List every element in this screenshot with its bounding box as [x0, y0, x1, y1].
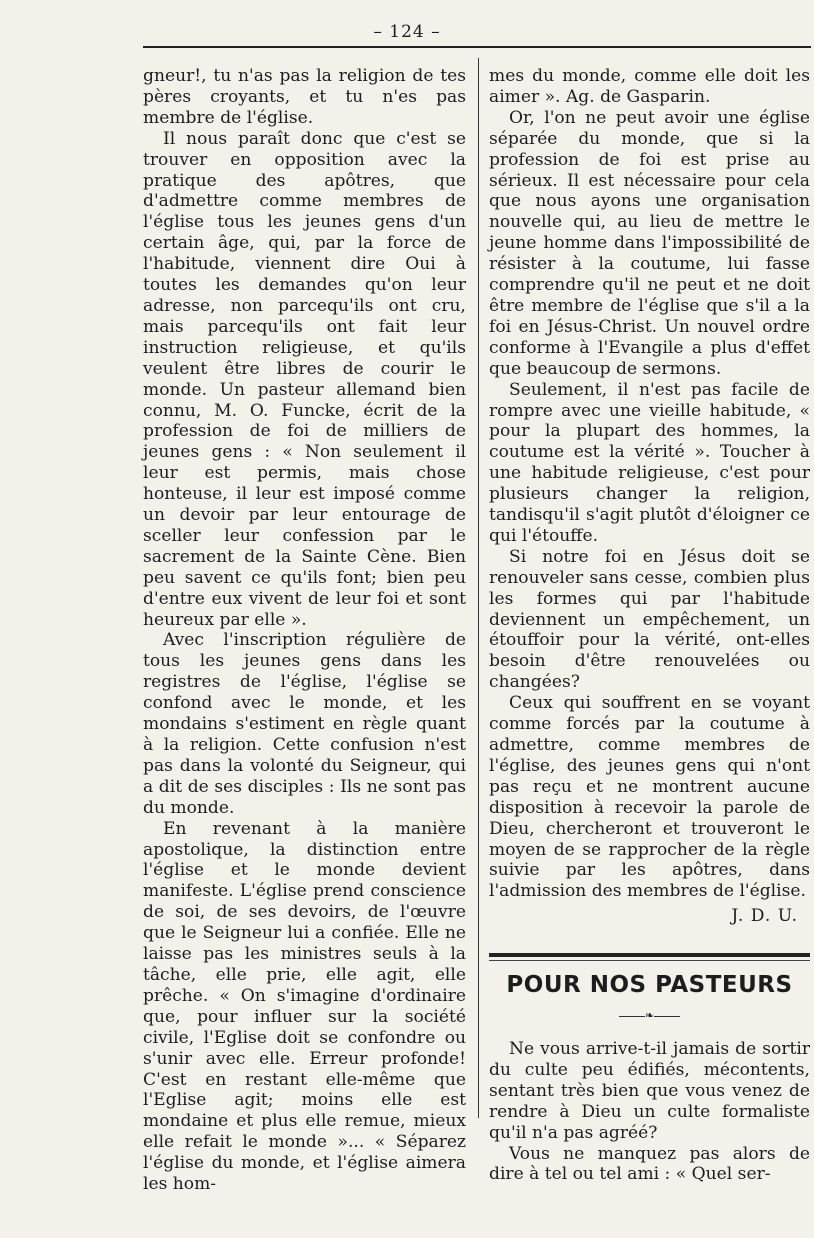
paragraph: Seulement, il n'est pas facile de rompre avec une vieille habitude, « pour la plupart des hommes, la coutume est la vérité ». Toucher à une habitude religieuse, c'est pour plusieurs changer la religion, tandisqu'il s'agit plutôt d'éloigner ce qui l'étouffe. [489, 379, 810, 546]
column-divider [478, 58, 479, 1118]
paragraph: mes du monde, comme elle doit les aimer ». Ag. de Gasparin. [489, 66, 810, 107]
paragraph: Si notre foi en Jésus doit se renouveler sans cesse, combien plus les formes qui par l'habitude deviennent un empêchement, un étouffoir pour la vérité, ont-elles besoin d'être renouvelées ou changées? [489, 546, 810, 693]
article-signature: J. D. U. [731, 906, 798, 927]
section-title: POUR NOS PASTEURS [506, 972, 793, 999]
ornament-divider: ❧ [489, 1006, 810, 1027]
paragraph: Ceux qui souffrent en se voyant comme forcés par la coutume à admettre, comme membres de l'église, des jeunes gens qui n'ont pas reçu et ne montrent aucune disposition à recevoir la parole de Dieu, chercheront et trouveront le moyen de se rapprocher de la règle suivie par les apôtres, dans l'admission des membres de l'église. [489, 693, 810, 902]
section-divider-thick [489, 953, 810, 957]
paragraph: Avec l'inscription régulière de tous les jeunes gens dans les registres de l'église, l'église se confond avec le monde, et les mondains s'estiment en règle quant à la religion. Cette confusion n'est pas dans la volonté du Seigneur, qui a dit de ses disciples : Ils ne sont pas du monde. [143, 630, 466, 818]
header-rule [143, 46, 811, 48]
paragraph: Or, l'on ne peut avoir une église séparée du monde, que si la profession de foi est prise au sérieux. Il est nécessaire pour cela que nous ayons une organisation nouvelle qui, au lieu de mettre le jeune homme dans l'impossibilité de résister à la coutume, lui fasse comprendre qu'il ne peut et ne doit être membre de l'église que s'il a la foi en Jésus-Christ. Un nouvel ordre conforme à l'Evangile a plus d'effet que beaucoup de sermons. [489, 107, 810, 379]
paragraph: Vous ne manquez pas alors de dire à tel ou tel ami : « Quel ser- [489, 1143, 810, 1185]
section-divider-thin [489, 960, 810, 961]
paragraph: En revenant à la manière apostolique, la distinction entre l'église et le monde devient manifeste. L'église prend conscience de soi, de ses devoirs, de l'œuvre que le Seigneur lui a confiée. Elle ne laisse pas les ministres seuls à la tâche, elle prie, elle agit, elle prêche. « On s'imagine d'ordinaire que, pour influer sur la société civile, l'Eglise doit se confondre ou s'unir avec elle. Erreur profonde! C'est en restant elle-même que l'Eglise agit; moins elle est mondaine et plus elle remue, mieux elle refait le monde »... « Séparez l'église du monde, et l'église aimera les hom- [143, 818, 466, 1195]
right-column [489, 66, 810, 1185]
paragraph: gneur!, tu n'as pas la religion de tes pères croyants, et tu n'es pas membre de l'église. [143, 66, 466, 128]
left-column [143, 66, 466, 1195]
paragraph: Il nous paraît donc que c'est se trouver en opposition avec la pratique des apôtres, que d'admettre comme membres de l'église tous les jeunes gens d'un certain âge, qui, par la force de l'habitude, viennent dire Oui à toutes les demandes qu'on leur adresse, non parcequ'ils ont cru, mais parcequ'ils ont fait leur instruction religieuse, et qu'ils veulent être libres de courir le monde. Un pasteur allemand bien connu, M. O. Funcke, écrit de la profession de foi de milliers de jeunes gens : « Non seulement il leur est permis, mais chose honteuse, il leur est imposé comme un devoir par leur entourage de sceller leur confession par le sacrement de la Sainte Cène. Bien peu savent ce qu'ils font; bien peu d'entre eux vivent de leur foi et sont heureux par elle ». [143, 128, 466, 630]
paragraph: Ne vous arrive-t-il jamais de sortir du culte peu édifiés, mécontents, sentant très bien que vous venez de rendre à Dieu un culte formaliste qu'il n'a pas agréé? [489, 1038, 810, 1143]
page-number: – 124 – [373, 22, 441, 42]
